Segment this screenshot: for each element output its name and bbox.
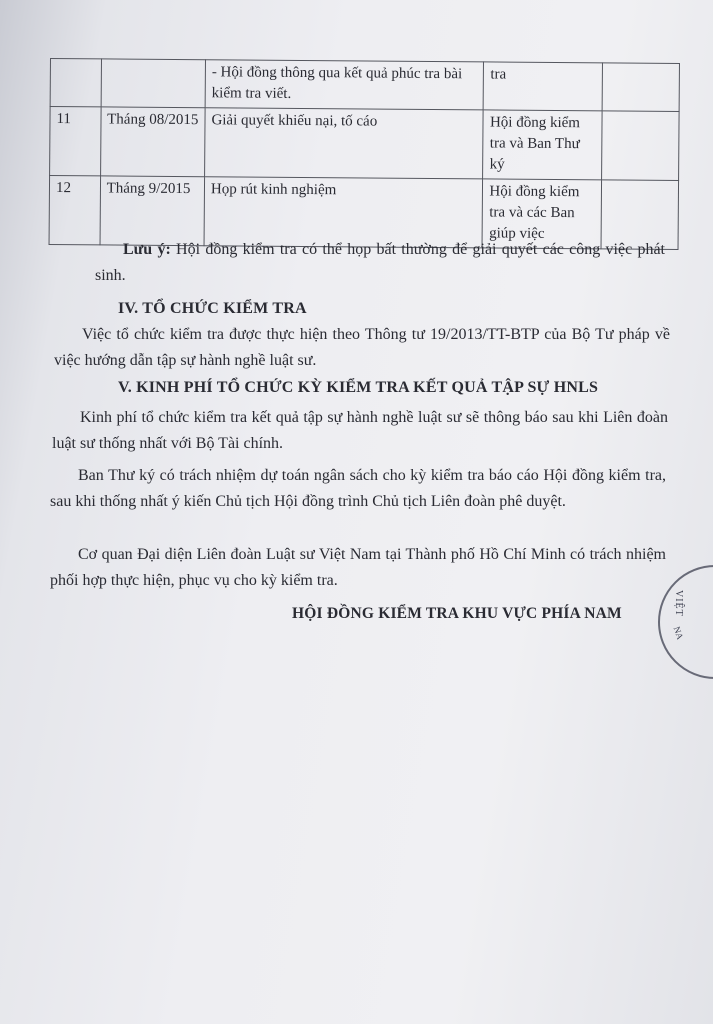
table-row xyxy=(50,59,679,112)
row-number: 11 xyxy=(50,107,101,176)
row-number: 12 xyxy=(49,176,100,245)
section-5-heading: V. KINH PHÍ TỔ CHỨC KỲ KIỂM TRA KẾT QUẢ TẬP SỰ HNLS xyxy=(118,379,599,396)
row-responsible: Hội đồng kiểm tra và Ban Thư ký xyxy=(483,110,602,180)
section-5-paragraph-1: Kinh phí tổ chức kiểm tra kết quả tập sự hành nghề luật sư sẽ thông báo sau khi Liên đoàn luật sư thống nhất với Bộ Tài chính. xyxy=(52,409,668,452)
table-row xyxy=(50,107,680,181)
note-text: Hội đồng kiểm tra có thể họp bất thường để giải quyết các công việc phát sinh. xyxy=(95,241,666,284)
row-time xyxy=(101,59,206,108)
row-responsible: tra xyxy=(484,62,603,111)
row-content: - Hội đồng thông qua kết quả phúc tra bài kiểm tra viết. xyxy=(205,60,484,110)
row-responsible: Hội đồng kiểm tra và các Ban giúp việc xyxy=(483,179,602,249)
stamp-text: VIỆT xyxy=(673,590,684,617)
section-4-heading: IV. TỔ CHỨC KIỂM TRA xyxy=(118,300,307,317)
row-content: Họp rút kinh nghiệm xyxy=(204,177,483,248)
row-note xyxy=(602,63,679,112)
official-stamp xyxy=(658,565,713,679)
section-4-paragraph: Việc tổ chức kiểm tra được thực hiện theo Thông tư 19/2013/TT-BTP của Bộ Tư pháp về việc hướng dẫn tập sự hành nghề luật sư. xyxy=(54,326,670,369)
row-content: Giải quyết khiếu nại, tố cáo xyxy=(205,108,484,179)
row-time: Tháng 9/2015 xyxy=(100,176,205,246)
row-number xyxy=(50,59,101,107)
signature-title: HỘI ĐỒNG KIỂM TRA KHU VỰC PHÍA NAM xyxy=(292,605,622,622)
schedule-table xyxy=(49,58,680,250)
stamp-text-2: NA xyxy=(671,625,686,641)
note-label: Lưu ý: xyxy=(123,241,171,258)
note-paragraph xyxy=(95,237,665,289)
row-time: Tháng 08/2015 xyxy=(100,107,205,177)
row-note xyxy=(602,111,680,181)
section-5-paragraph-3: Cơ quan Đại diện Liên đoàn Luật sư Việt Nam tại Thành phố Hồ Chí Minh có trách nhiệm phối hợp thực hiện, phục vụ cho kỳ kiểm tra. xyxy=(50,546,666,589)
section-5-paragraph-2: Ban Thư ký có trách nhiệm dự toán ngân sách cho kỳ kiểm tra báo cáo Hội đồng kiểm tra, sau khi thống nhất ý kiến Chủ tịch Hội đồng trình Chủ tịch Liên đoàn phê duyệt. xyxy=(50,467,666,510)
